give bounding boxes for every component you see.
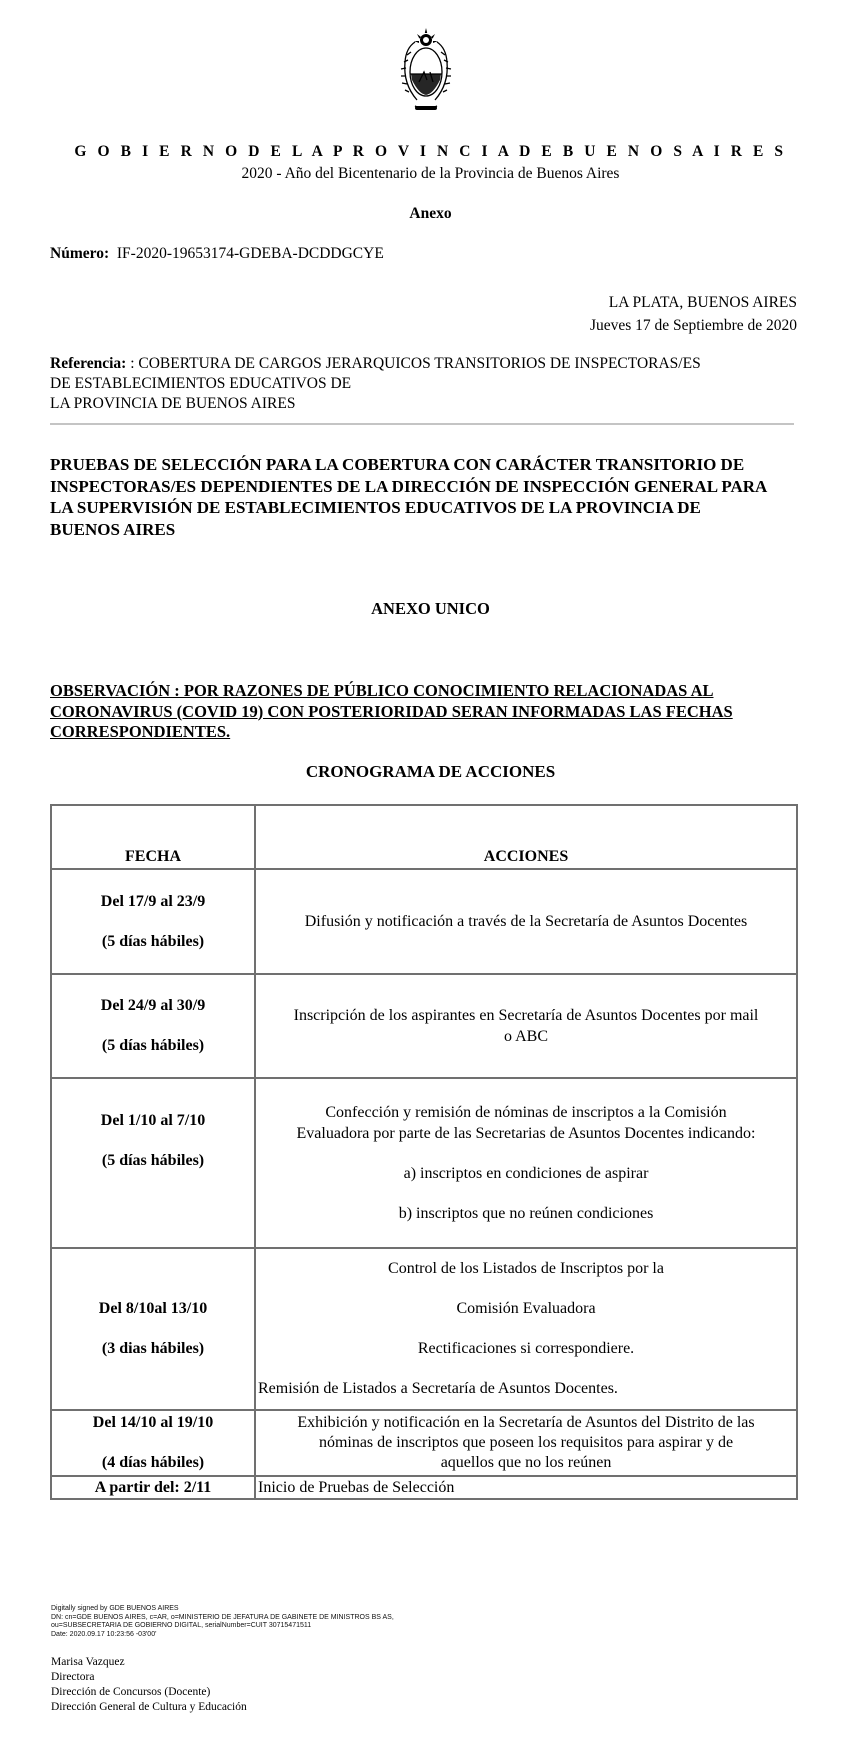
accion-line: b) inscriptos que no reúnen condiciones [398,1205,654,1222]
signer-organization: Dirección General de Cultura y Educación [51,1701,247,1713]
accion-line: Exhibición y notificación en la Secretaría de Asuntos del Distrito de las [297,1414,755,1431]
accion-line: Difusión y notificación a través de la Secretaría de Asuntos Docentes [304,913,748,930]
table-row [51,1476,797,1499]
table-row [51,1078,797,1248]
table-row [51,1410,797,1476]
acciones-cell [255,869,797,974]
document-type-title: Anexo [409,205,452,222]
accion-line: Remisión de Listados a Secretaría de Asuntos Docentes. [258,1380,618,1397]
digital-signature-line: Date: 2020.09.17 10:23:56 -03'00' [51,1630,157,1638]
fecha-days: (5 días hábiles) [101,1037,205,1054]
digital-signature-line: DN: cn=GDE BUENOS AIRES, c=AR, o=MINISTERIO DE JEFATURA DE GABINETE DE MINISTROS BS AS, [51,1613,394,1621]
fecha-days: (4 días hábiles) [101,1454,205,1471]
fecha-range: Del 1/10 al 7/10 [100,1112,206,1129]
observacion-line: CORRESPONDIENTES. [50,722,231,741]
fecha-days: (5 días hábiles) [101,932,205,950]
fecha-range: Del 8/10al 13/10 [98,1300,208,1317]
acciones-cell [255,1078,797,1248]
fecha-days: (5 días hábiles) [101,1152,205,1169]
fecha-range: A partir del: 2/11 [94,1479,212,1496]
fecha-cell [51,1248,255,1410]
accion-line: o ABC [503,1028,548,1045]
digital-signature-line: ou=SUBSECRETARIA DE GOBIERNO DIGITAL, serialNumber=CUIT 30715471511 [51,1622,312,1630]
schedule-table [50,804,798,1500]
digital-signature-block [51,1605,394,1639]
fecha-days: (3 dias hábiles) [101,1340,205,1357]
observacion-line: OBSERVACIÓN : POR RAZONES DE PÚBLICO CONOCIMIENTO RELACIONADAS AL [50,681,714,700]
fecha-range: Del 14/10 al 19/10 [92,1414,214,1431]
cronograma-heading: CRONOGRAMA DE ACCIONES [305,762,556,781]
place-city: LA PLATA, BUENOS AIRES [608,294,797,311]
accion-line: Control de los Listados de Inscriptos por la [388,1260,664,1277]
pruebas-title [50,454,840,540]
referencia-block [50,354,810,414]
signer-role: Directora [51,1671,95,1683]
place-date: Jueves 17 de Septiembre de 2020 [589,317,797,334]
accion-line: aquellos que no los reúnen [440,1454,612,1471]
accion-line: Inicio de Pruebas de Selección [258,1479,455,1496]
table-row [51,974,797,1078]
place-and-date [590,291,797,337]
document-number-label: Número: [50,245,110,262]
anexo-unico-heading: ANEXO UNICO [371,599,490,618]
digital-signature-line: Digitally signed by GDE BUENOS AIRES [51,1605,179,1612]
acciones-cell [255,974,797,1078]
schedule-header-row [51,805,797,869]
fecha-cell [51,1078,255,1248]
table-row [51,1248,797,1410]
accion-line: a) inscriptos en condiciones de aspirar [403,1165,649,1182]
table-row [51,869,797,974]
column-header-acciones: ACCIONES [255,805,797,869]
signer-name: Marisa Vazquez [51,1656,125,1668]
signer-block [51,1655,247,1715]
acciones-cell [255,1248,797,1410]
accion-line: Confección y remisión de nóminas de inscriptos a la Comisión [325,1104,727,1121]
accion-line: Rectificaciones si correspondiere. [417,1340,635,1357]
separator-rule [50,423,794,425]
accion-line: Evaluadora por parte de las Secretarias de Asuntos Docentes indicando: [296,1125,756,1142]
fecha-cell [51,974,255,1078]
fecha-cell [51,869,255,974]
acciones-cell [255,1410,797,1476]
pruebas-title-line: BUENOS AIRES [50,519,176,539]
document-number-value: IF-2020-19653174-GDEBA-DCDDGCYE [116,245,384,262]
pruebas-title-line: INSPECTORAS/ES DEPENDIENTES DE LA DIRECCIÓN DE INSPECCIÓN GENERAL PARA [50,476,768,496]
document-number [50,245,384,263]
observacion-notice [50,681,840,743]
fecha-range: Del 17/9 al 23/9 [100,892,206,910]
column-header-fecha: FECHA [51,805,255,869]
fecha-cell [51,1410,255,1476]
observacion-line: CORONAVIRUS (COVID 19) CON POSTERIORIDAD SERAN INFORMADAS LAS FECHAS [50,701,733,721]
government-header-subtitle: 2020 - Año del Bicentenario de la Provincia de Buenos Aires [241,165,620,182]
signer-office: Dirección de Concursos (Docente) [51,1686,211,1698]
accion-line: Inscripción de los aspirantes en Secretaría de Asuntos Docentes por mail [293,1007,759,1024]
pruebas-title-line: LA SUPERVISIÓN DE ESTABLECIMIENTOS EDUCATIVOS DE LA PROVINCIA DE [50,498,701,517]
referencia-line: DE ESTABLECIMIENTOS EDUCATIVOS DE [50,375,352,392]
referencia-line: LA PROVINCIA DE BUENOS AIRES [50,395,296,412]
accion-line: Comisión Evaluadora [456,1300,596,1317]
accion-line: nóminas de inscriptos que poseen los requisitos para aspirar y de [318,1434,734,1451]
pruebas-title-line: PRUEBAS DE SELECCIÓN PARA LA COBERTURA CON CARÁCTER TRANSITORIO DE [50,455,745,474]
referencia-label: Referencia: [50,355,127,372]
government-header-title: G O B I E R N O D E L A P R O V I N C I A D E B U E N O S A I R E S [74,143,787,160]
referencia-line: : COBERTURA DE CARGOS JERARQUICOS TRANSITORIOS DE INSPECTORAS/ES [130,355,701,372]
acciones-cell [255,1476,797,1499]
fecha-range: Del 24/9 al 30/9 [100,997,206,1014]
fecha-cell [51,1476,255,1499]
provincial-coat-of-arms-icon [393,14,459,116]
